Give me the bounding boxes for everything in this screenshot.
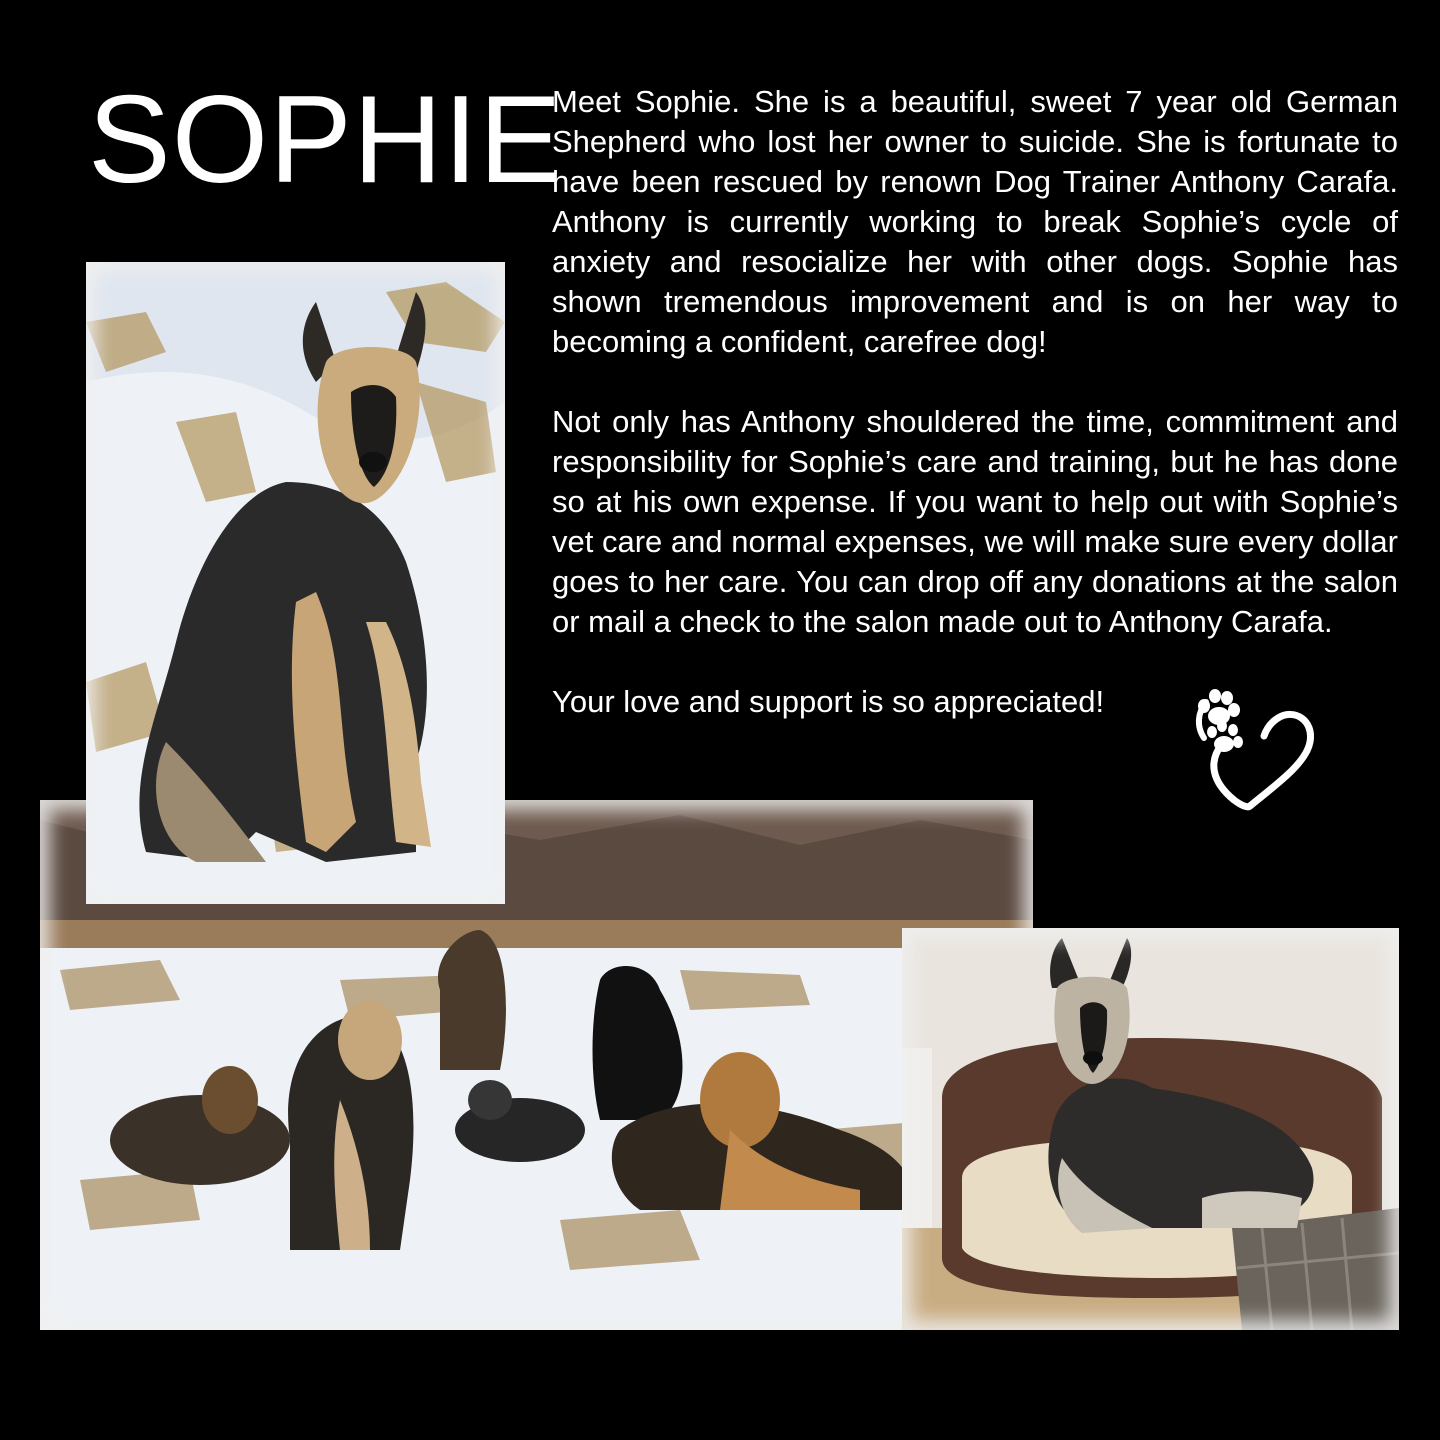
story-text xyxy=(552,82,1398,722)
sophie-sitting-image xyxy=(86,262,505,904)
sophie-bed-image xyxy=(902,928,1399,1330)
sophie-sitting-photo xyxy=(86,262,505,904)
paw-heart-icon xyxy=(1182,682,1318,812)
story-closing: Your love and support is so appreciated! xyxy=(552,684,1105,719)
sophie-bed-photo xyxy=(902,928,1399,1330)
page-title: SOPHIE xyxy=(88,71,563,209)
story-paragraph-intro: Meet Sophie. She is a beautiful, sweet 7 year old German Shepherd who lost her owner to suicide. She is fortunate to have been rescued by renown Dog Trainer Anthony Carafa. Anthony is currently working to break Sophie’s cycle of anxiety and resocialize her with other dogs. Sophie has shown tremendous improvement and is on her way to becoming a confident, carefree dog! xyxy=(552,84,1398,359)
story-paragraph-donations: Not only has Anthony shouldered the time, commitment and responsibility for Sophie’s care and training, but he has done so at his own expense. If you want to help out with Sophie’s vet care and normal expenses, we will make sure every dollar goes to her care. You can drop off any donations at the salon or mail a check to the salon made out to Anthony Carafa. xyxy=(552,404,1398,639)
